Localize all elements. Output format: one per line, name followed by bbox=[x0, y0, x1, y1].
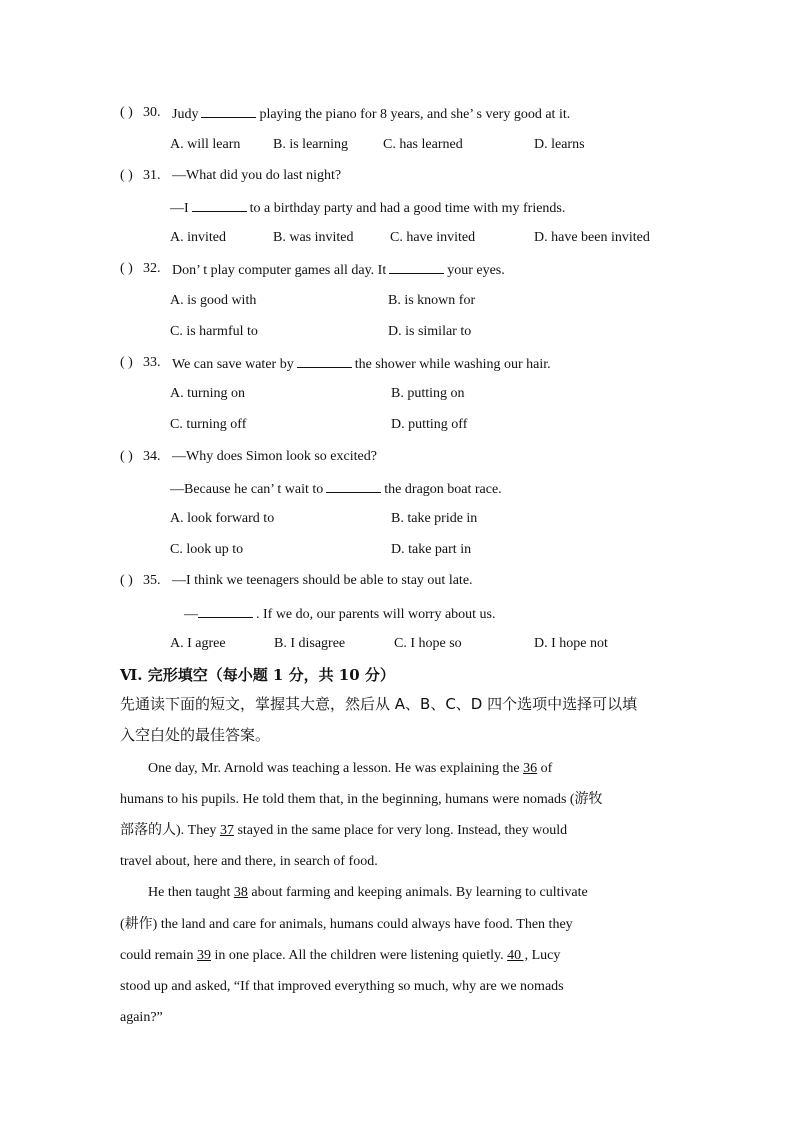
option-a[interactable]: A. is good with bbox=[170, 293, 257, 308]
option-c[interactable]: C. look up to bbox=[170, 542, 244, 557]
blank-36[interactable]: 36 bbox=[523, 761, 538, 776]
section-title: Ⅵ. 完形填空（每小题 1 分，共 10 分） bbox=[120, 666, 395, 684]
option-b[interactable]: B. is learning bbox=[273, 137, 349, 152]
answer-paren[interactable]: ( ) bbox=[120, 261, 133, 276]
option-d[interactable]: D. is similar to bbox=[388, 324, 472, 339]
question-number: 33. bbox=[143, 355, 161, 370]
option-b[interactable]: B. was invited bbox=[273, 230, 354, 245]
option-d[interactable]: D. I hope not bbox=[534, 636, 608, 651]
option-b[interactable]: B. take pride in bbox=[391, 511, 478, 526]
option-c[interactable]: C. I hope so bbox=[394, 636, 462, 651]
question-stem: —I think we teenagers should be able to stay out late. bbox=[172, 573, 473, 588]
answer-blank bbox=[201, 104, 256, 118]
answer-paren[interactable]: ( ) bbox=[120, 105, 133, 120]
answer-blank bbox=[389, 260, 444, 274]
answer-blank bbox=[297, 354, 352, 368]
answer-paren[interactable]: ( ) bbox=[120, 449, 133, 464]
answer-paren[interactable]: ( ) bbox=[120, 168, 133, 183]
option-a[interactable]: A. turning on bbox=[170, 386, 246, 401]
option-b[interactable]: B. is known for bbox=[388, 293, 476, 308]
option-d[interactable]: D. take part in bbox=[391, 542, 472, 557]
question-stem: —Why does Simon look so excited? bbox=[172, 449, 377, 464]
question-number: 35. bbox=[143, 573, 161, 588]
option-a[interactable]: A. will learn bbox=[170, 137, 241, 152]
option-d[interactable]: D. putting off bbox=[391, 417, 468, 432]
question-stem: Judy playing the piano for 8 years, and she’ s very good at it. bbox=[172, 104, 570, 124]
question-stem: We can save water by the shower while washing our hair. bbox=[172, 354, 551, 374]
answer-blank bbox=[198, 604, 253, 618]
option-d[interactable]: D. learns bbox=[534, 137, 585, 152]
option-c[interactable]: C. have invited bbox=[390, 230, 476, 245]
option-b[interactable]: B. I disagree bbox=[274, 636, 346, 651]
option-b[interactable]: B. putting on bbox=[391, 386, 465, 401]
option-a[interactable]: A. look forward to bbox=[170, 511, 275, 526]
answer-paren[interactable]: ( ) bbox=[120, 355, 133, 370]
blank-38[interactable]: 38 bbox=[233, 885, 248, 900]
question-number: 31. bbox=[143, 168, 161, 183]
answer-blank bbox=[192, 198, 247, 212]
question-number: 32. bbox=[143, 261, 161, 276]
option-d[interactable]: D. have been invited bbox=[534, 230, 650, 245]
question-stem: —What did you do last night? bbox=[172, 168, 342, 183]
answer-paren[interactable]: ( ) bbox=[120, 573, 133, 588]
option-c[interactable]: C. is harmful to bbox=[170, 324, 258, 339]
option-a[interactable]: A. I agree bbox=[170, 636, 226, 651]
question-stem: Don’ t play computer games all day. It your eyes. bbox=[172, 260, 505, 280]
blank-39[interactable]: 39 bbox=[196, 948, 211, 963]
question-number: 34. bbox=[143, 449, 161, 464]
option-c[interactable]: C. has learned bbox=[383, 137, 463, 152]
blank-37[interactable]: 37 bbox=[219, 823, 234, 838]
option-a[interactable]: A. invited bbox=[170, 230, 226, 245]
question-number: 30. bbox=[143, 105, 161, 120]
answer-blank bbox=[326, 479, 381, 493]
option-c[interactable]: C. turning off bbox=[170, 417, 247, 432]
blank-40[interactable]: 40 , bbox=[507, 948, 529, 963]
